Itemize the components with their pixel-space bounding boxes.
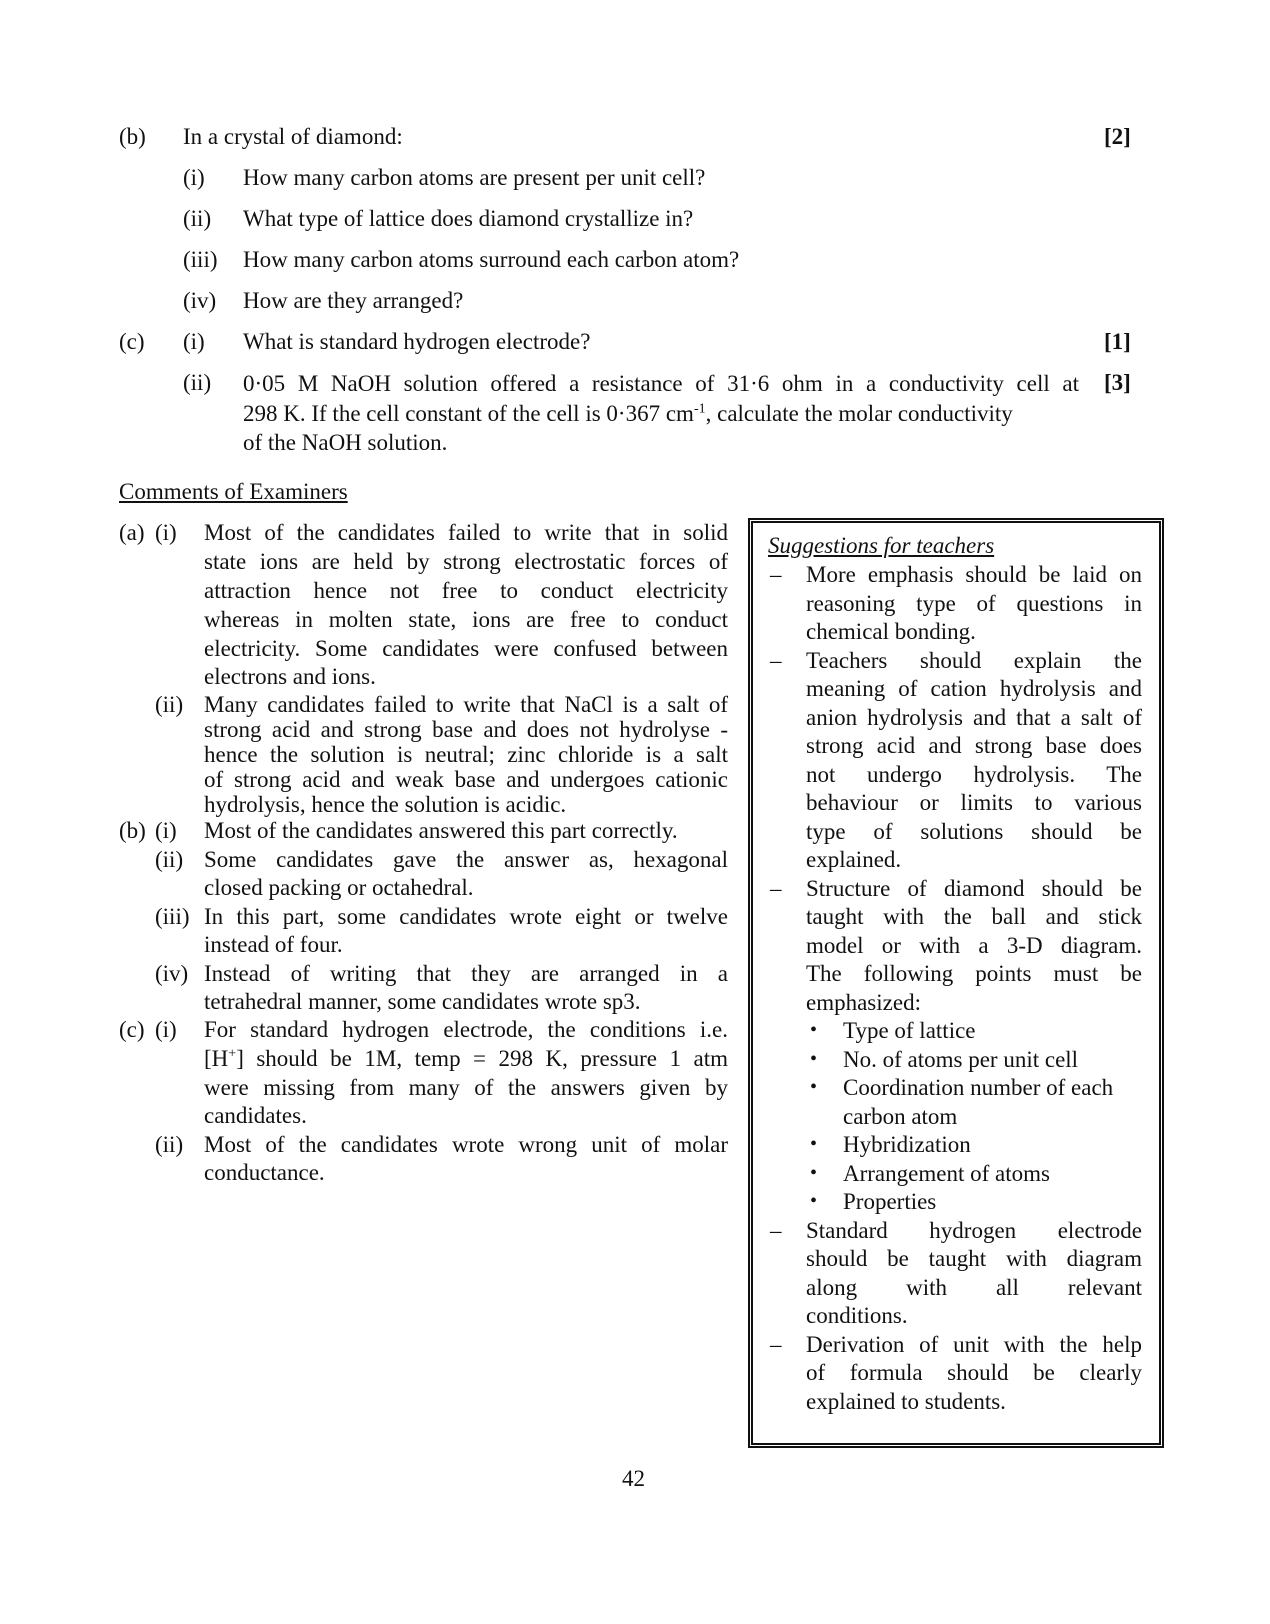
suggestion-dash: –: [770, 876, 782, 901]
question-b-iii-text: How many carbon atoms surround each carbon atom?: [243, 247, 740, 272]
comment-b-iv-line: Instead of writing that they are arranged in a: [204, 961, 728, 986]
comment-c-i-line2-sup: +: [228, 1046, 237, 1062]
question-c-ii-line1: 0·05 M NaOH solution offered a resistance of 31·6 ohm in a conductivity cell at: [243, 371, 1079, 396]
comment-b-iii-label: (iii): [155, 904, 190, 929]
comment-c-i-line: were missing from many of the answers given by: [204, 1075, 728, 1100]
comment-b-iii-line: In this part, some candidates wrote eight or twelve: [204, 904, 728, 929]
suggestion-line: not undergo hydrolysis. The: [806, 762, 1142, 787]
bullet-text: Hybridization: [843, 1132, 971, 1157]
bullet-text: carbon atom: [843, 1104, 958, 1129]
comment-a-i-line: state ions are held by strong electrostatic forces of: [204, 549, 728, 574]
bullet-text: Properties: [843, 1189, 937, 1214]
comment-a-i-line: electrons and ions.: [204, 664, 376, 689]
question-c-ii-num: (ii): [183, 370, 212, 395]
comment-c-i-line2-a: [H: [204, 1046, 229, 1071]
comment-c-i-line2-b: ] should be 1M, temp = 298 K, pressure 1 atm: [236, 1046, 728, 1071]
question-c-i-marks: [1]: [1104, 329, 1131, 354]
question-c-ii-line2: [243, 399, 1013, 428]
suggestion-dash: –: [770, 1332, 782, 1357]
comment-b-ii-line: Some candidates gave the answer as, hexagonal: [204, 847, 728, 872]
bullet-text: Arrangement of atoms: [843, 1161, 1050, 1186]
suggestion-line: taught with the ball and stick: [806, 904, 1142, 929]
suggestion-line: model or with a 3-D diagram.: [806, 933, 1142, 958]
suggestion-dash: –: [770, 1218, 782, 1243]
question-c-label: (c): [119, 329, 145, 354]
comment-a-ii-label: (ii): [155, 692, 184, 717]
question-c-i-text: What is standard hydrogen electrode?: [243, 329, 591, 354]
comment-b-i-line: Most of the candidates answered this part correctly.: [204, 818, 678, 843]
question-b-iv-text: How are they arranged?: [243, 288, 464, 313]
suggestion-line: of formula should be clearly: [806, 1360, 1142, 1385]
question-b-iii-num: (iii): [183, 247, 218, 272]
comment-a-i-label: (i): [155, 520, 177, 545]
bullet-icon: •: [810, 1162, 818, 1184]
bullet-icon: •: [810, 1076, 818, 1098]
suggestion-line: anion hydrolysis and that a salt of: [806, 705, 1142, 730]
comment-a-i-line: Most of the candidates failed to write that in solid: [204, 520, 728, 545]
question-c-i-num: (i): [183, 329, 205, 354]
bullet-text: No. of atoms per unit cell: [843, 1047, 1079, 1072]
question-b-iv-num: (iv): [183, 288, 217, 313]
question-c-ii-line2-a: 298 K. If the cell constant of the cell is 0·367 cm: [243, 401, 694, 426]
question-b-ii-num: (ii): [183, 206, 212, 231]
suggestion-dash: –: [770, 562, 782, 587]
bullet-text: Coordination number of each: [843, 1075, 1114, 1100]
suggestion-line: More emphasis should be laid on: [806, 562, 1142, 587]
comment-c-label: (c): [119, 1017, 145, 1042]
comment-a-i-line: attraction hence not free to conduct electricity: [204, 578, 728, 603]
bullet-icon: •: [810, 1019, 818, 1041]
comment-b-iv-label: (iv): [155, 961, 189, 986]
suggestion-line: along with all relevant: [806, 1275, 1142, 1300]
bullet-icon: •: [810, 1190, 818, 1212]
question-b-stem: In a crystal of diamond:: [183, 124, 403, 149]
suggestion-line: meaning of cation hydrolysis and: [806, 676, 1142, 701]
comment-b-ii-line: closed packing or octahedral.: [204, 875, 474, 900]
suggestion-dash: –: [770, 648, 782, 673]
question-b-marks: [2]: [1104, 124, 1131, 149]
comment-a-ii-line: hence the solution is neutral; zinc chloride is a salt: [204, 742, 728, 767]
comment-c-i-line: For standard hydrogen electrode, the conditions i.e.: [204, 1017, 728, 1042]
suggestion-line: reasoning type of questions in: [806, 591, 1142, 616]
comment-a-ii-line: Many candidates failed to write that NaCl is a salt of: [204, 692, 728, 717]
question-b-i-num: (i): [183, 165, 205, 190]
comment-a-ii-line: hydrolysis, hence the solution is acidic.: [204, 792, 567, 817]
comment-b-label: (b): [119, 818, 146, 843]
question-c-ii-line3: of the NaOH solution.: [243, 430, 448, 455]
suggestion-line: Derivation of unit with the help: [806, 1332, 1142, 1357]
question-c-ii-line2-b: , calculate the molar conductivity: [705, 401, 1013, 426]
comment-c-i-line: candidates.: [204, 1103, 307, 1128]
suggestion-line: explained to students.: [806, 1389, 1006, 1414]
suggestion-line: emphasized:: [806, 990, 921, 1015]
comment-a-i-line: whereas in molten state, ions are free to conduct: [204, 607, 728, 632]
page-number: 42: [622, 1466, 645, 1491]
question-b-i-text: How many carbon atoms are present per unit cell?: [243, 165, 706, 190]
suggestion-line: chemical bonding.: [806, 619, 976, 644]
suggestion-line: strong acid and strong base does: [806, 733, 1142, 758]
comment-b-i-label: (i): [155, 818, 177, 843]
suggestion-line: Standard hydrogen electrode: [806, 1218, 1142, 1243]
suggestion-line: explained.: [806, 847, 902, 872]
question-c-ii-line2-sup: -1: [693, 401, 706, 417]
comment-a-i-line: electricity. Some candidates were confused between: [204, 636, 728, 661]
suggestion-line: behaviour or limits to various: [806, 790, 1142, 815]
comment-b-iii-line: instead of four.: [204, 932, 343, 957]
suggestions-title: Suggestions for teachers: [768, 533, 995, 558]
comment-a-label: (a): [119, 520, 145, 545]
comment-a-ii-line: strong acid and strong base and does not hydrolyse -: [204, 717, 728, 742]
comment-c-i-label: (i): [155, 1017, 177, 1042]
suggestion-line: type of solutions should be: [806, 819, 1142, 844]
question-b-label: (b): [119, 124, 146, 149]
comment-c-ii-label: (ii): [155, 1132, 184, 1157]
comment-c-ii-line: conductance.: [204, 1160, 325, 1185]
suggestion-line: Structure of diamond should be: [806, 876, 1142, 901]
suggestion-line: Teachers should explain the: [806, 648, 1142, 673]
comment-b-iv-line: tetrahedral manner, some candidates wrote sp3.: [204, 989, 641, 1014]
suggestion-line: The following points must be: [806, 961, 1142, 986]
suggestion-line: conditions.: [806, 1303, 908, 1328]
comments-heading: Comments of Examiners: [119, 479, 348, 504]
bullet-icon: •: [810, 1133, 818, 1155]
bullet-text: Type of lattice: [843, 1018, 976, 1043]
comment-c-ii-line: Most of the candidates wrote wrong unit of molar: [204, 1132, 728, 1157]
comment-a-ii-line: of strong acid and weak base and undergoes cationic: [204, 767, 728, 792]
comment-b-ii-label: (ii): [155, 847, 184, 872]
suggestion-line: should be taught with diagram: [806, 1246, 1142, 1271]
comment-c-i-line2: [204, 1044, 728, 1073]
question-b-ii-text: What type of lattice does diamond crystallize in?: [243, 206, 694, 231]
bullet-icon: •: [810, 1048, 818, 1070]
question-c-ii-marks: [3]: [1104, 370, 1131, 395]
